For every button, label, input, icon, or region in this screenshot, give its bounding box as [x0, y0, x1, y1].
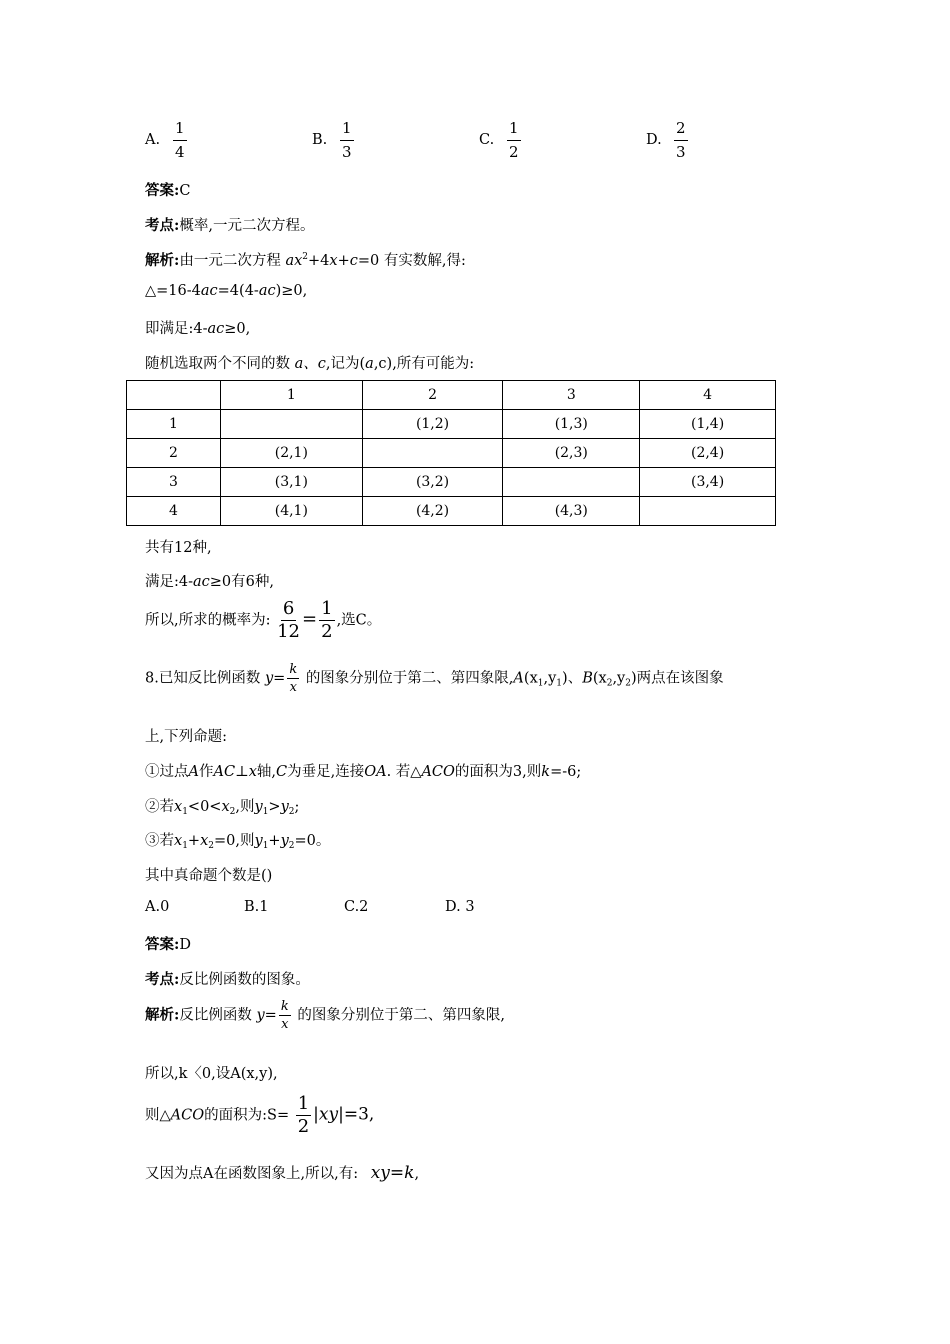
table-cell: 3 — [127, 468, 221, 497]
table-header-cell: 1 — [220, 381, 362, 410]
document-page: A. $\frac{1}{4}$ B. $\frac{1}{3}$ C. $\frac{1}{2}$ D. $\frac{2}{3}$ 答案:C 考点:概率,一元二次方程。 解析:由一元二次方程 $ax^2+4x+c=0$ 有实数解,得: △=16-4ac=4(4-ac)≥0, 即满足:4-ac≥0, 随机选取两个不同的数 a、c,记为(a,c),所有可能为: 1 2 3 4 1 (1,2) (1,3) (1,4) 2 (2,1) (2,3) (2,4) 3 (3,1) (3,2) (3,4) 4 (4,1) (4,2) (4,3) 共有12种, 满足:4-ac≥0有6种, 所以,所求的概率为: $\frac{6}{12}$ = $\frac{1}{2}$ ,选C。 8.已知反比例函数 y= $\frac{k}{x}$ 的图象分别位于第二、第四象限$,A(x_1,y_1)$、$B(x_2,y_2)$两点在该图象 上,下列命题: ①过点A作AC⊥x轴,C为垂足,连接OA. 若△ACO的面积为3,则k=-6; ②若$x_1<0<x_2$,则$y_1>y_2$; ③若$x_1+x_2=0$,则$y_1+y_2=0$。 其中真命题个数是() A.0 B.1 C.2 D. 3 答案:D 考点:反比例函数的图象。 解析:反比例函数 y= $\frac{k}{x}$ 的图象分别位于第二、第四象限, 所以,k〈0,设A(x,y), 则△ACO的面积为:S= $\frac{1}{2}$ |xy|=3, 又因为点A在函数图象上,所以,有: xy=k, — [0, 0, 950, 1344]
q7-condition: 即满足:4-ac≥0, — [145, 321, 251, 337]
q7-selection: 随机选取两个不同的数 a、c,记为(a,c),所有可能为: — [145, 356, 475, 372]
area-fraction: $\frac{1}{2}$ — [297, 1093, 310, 1137]
table-cell — [220, 410, 362, 439]
table-header-cell: 2 — [362, 381, 503, 410]
q7-analysis-line1: 解析:由一元二次方程 $ax^2+4x+c=0$ 有实数解,得: — [145, 252, 466, 269]
table-row — [127, 468, 776, 497]
table-header-cell: 4 — [640, 381, 776, 410]
table-header-row — [127, 381, 776, 410]
table-cell: (4,1) — [220, 497, 362, 526]
q7-probability: 所以,所求的概率为: $\frac{6}{12}$ = $\frac{1}{2}$ ,选C。 — [145, 598, 382, 642]
q7-discriminant: △=16-4ac=4(4-ac)≥0, — [145, 283, 308, 299]
q8-choice-c: C.2 — [344, 899, 369, 915]
table-cell: (3,1) — [220, 468, 362, 497]
table-row — [127, 439, 776, 468]
outcome-table — [126, 380, 776, 526]
option-d-fraction: $\frac{2}{3}$ — [676, 119, 686, 161]
option-a-fraction: $\frac{1}{4}$ — [175, 119, 185, 161]
table-cell: (2,1) — [220, 439, 362, 468]
q7-satisfy: 满足:4-ac≥0有6种, — [145, 574, 274, 590]
table-cell: (4,3) — [503, 497, 640, 526]
q7-answer: 答案:C — [145, 182, 191, 199]
table-cell: (2,4) — [640, 439, 776, 468]
table-header-cell — [127, 381, 221, 410]
q8-stem-line2: 上,下列命题: — [145, 729, 227, 745]
q8-analysis-fraction: $\frac{k}{x}$ — [280, 999, 289, 1032]
table-cell: (1,4) — [640, 410, 776, 439]
q7-topic: 考点:概率,一元二次方程。 — [145, 217, 315, 234]
table-cell: (4,2) — [362, 497, 503, 526]
q8-choice-a: A.0 — [145, 899, 170, 915]
table-cell: 4 — [127, 497, 221, 526]
q8-stem-fraction: $\frac{k}{x}$ — [289, 662, 298, 695]
table-cell: (3,2) — [362, 468, 503, 497]
q8-k-line: 所以,k〈0,设A(x,y), — [145, 1066, 278, 1082]
table-cell — [640, 497, 776, 526]
q8-question: 其中真命题个数是() — [145, 868, 273, 884]
table-cell — [362, 439, 503, 468]
q8-analysis-line1: 解析:反比例函数 y= $\frac{k}{x}$ 的图象分别位于第二、第四象限, — [145, 999, 505, 1032]
prob-fraction-1: $\frac{6}{12}$ — [277, 598, 301, 642]
table-row — [127, 497, 776, 526]
q8-topic: 考点:反比例函数的图象。 — [145, 971, 310, 988]
table-cell: (1,3) — [503, 410, 640, 439]
q7-total: 共有12种, — [145, 540, 212, 556]
table-cell: (2,3) — [503, 439, 640, 468]
q8-proposition-3: ③若$x_1+x_2=0$,则$y_1+y_2=0$。 — [145, 833, 331, 851]
q8-area-line: 则△ACO的面积为:S= $\frac{1}{2}$ |xy|=3, — [145, 1093, 375, 1137]
table-cell: (1,2) — [362, 410, 503, 439]
q8-last-line: 又因为点A在函数图象上,所以,有: xy=k, — [145, 1163, 420, 1183]
option-b-fraction: $\frac{1}{3}$ — [342, 119, 352, 161]
q8-answer: 答案:D — [145, 936, 191, 953]
prob-fraction-2: $\frac{1}{2}$ — [321, 598, 333, 642]
table-cell: 2 — [127, 439, 221, 468]
q8-proposition-2: ②若$x_1<0<x_2$,则$y_1>y_2$; — [145, 799, 300, 817]
table-cell: 1 — [127, 410, 221, 439]
q8-proposition-1: ①过点A作AC⊥x轴,C为垂足,连接OA. 若△ACO的面积为3,则k=-6; — [145, 764, 582, 780]
table-cell: (3,4) — [640, 468, 776, 497]
table-row — [127, 410, 776, 439]
q8-choice-b: B.1 — [244, 899, 269, 915]
option-c-fraction: $\frac{1}{2}$ — [509, 119, 519, 161]
q8-choice-d: D. 3 — [445, 899, 475, 915]
q8-stem-line1: 8.已知反比例函数 y= $\frac{k}{x}$ 的图象分别位于第二、第四象限$,A(x_1,y_1)$、$B(x_2,y_2)$两点在该图象 — [145, 662, 724, 695]
table-header-cell: 3 — [503, 381, 640, 410]
table-cell — [503, 468, 640, 497]
